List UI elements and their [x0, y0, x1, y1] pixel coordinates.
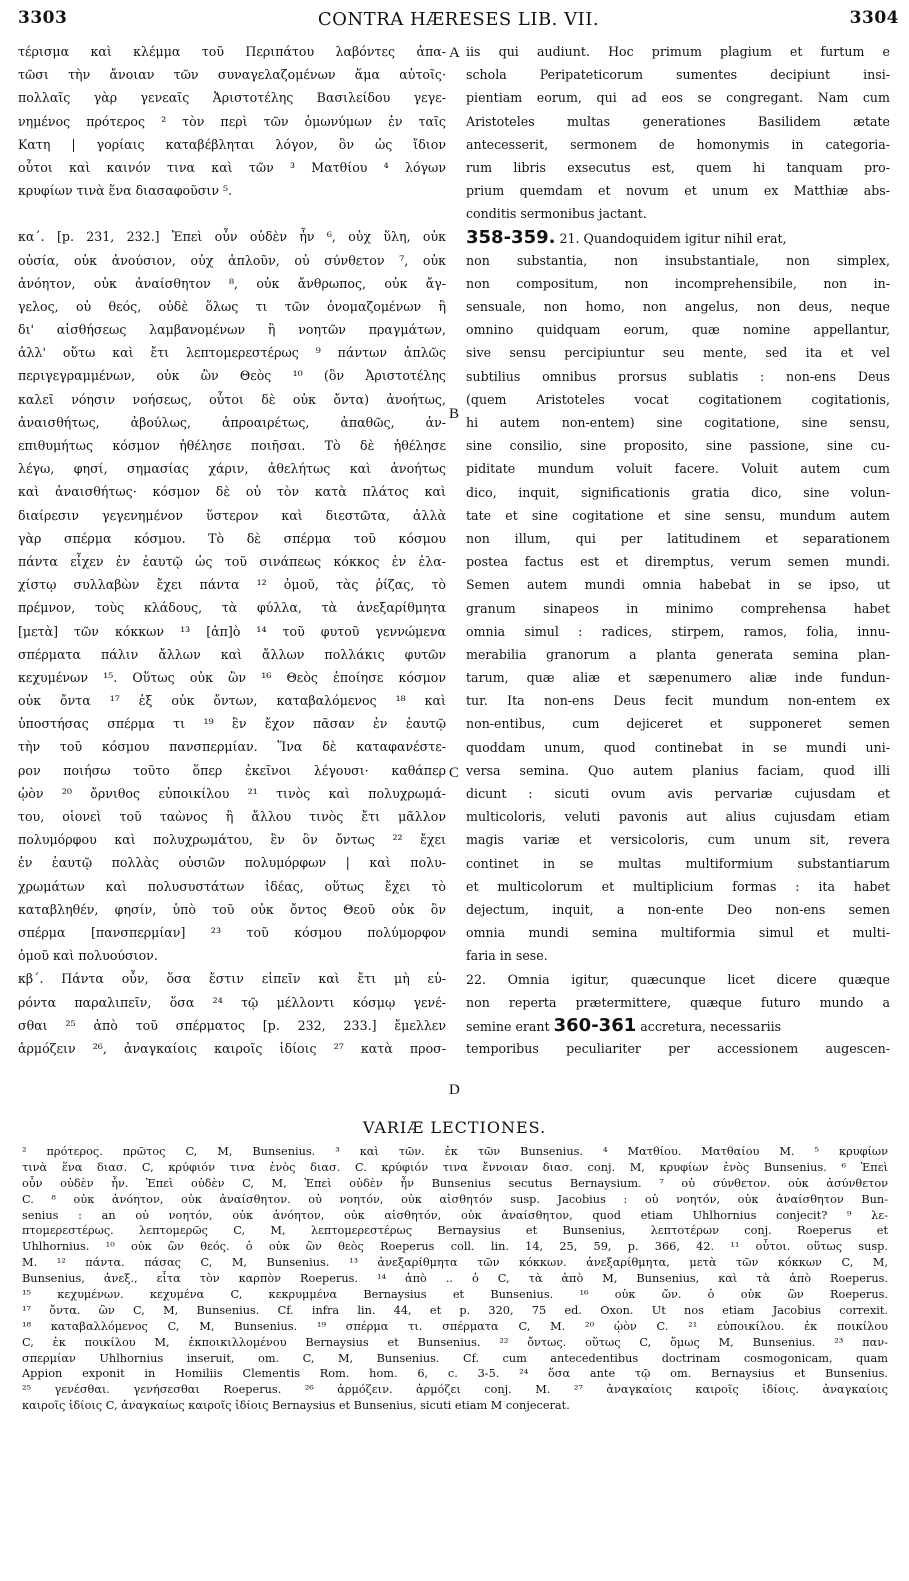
greek-line: οὗτοι καὶ καινόν τινα καὶ τῶν ³ Ματθίου ⁴ λόγων: [18, 159, 446, 175]
greek-line: πολυμόρφου καὶ πολυχρωμάτου, ἓν ὂν ὄντως ²² ἔχει: [18, 832, 446, 848]
latin-line: pientiam eorum, qui ad eos se congregant. Nam cum: [466, 90, 890, 106]
margin-letter-a: A: [449, 45, 460, 61]
greek-line: του, οἱονεὶ τοῦ ταὼνος ἢ ἄλλου τινὸς ἔτι μᾶλλον: [18, 809, 446, 824]
greek-line: πολλαῖς γὰρ γενεαῖς Ἀριστοτέλης Βασιλείδου γεγε-: [18, 90, 446, 106]
variae-lectiones-heading: VARIÆ LECTIONES.: [362, 1118, 547, 1137]
greek-line: πάντα εἶχεν ἐν ἑαυτῷ ὡς τοῦ σινάπεως κόκκος ἐν ἐλα-: [18, 553, 446, 569]
greek-line: σθαι ²⁵ ἀπὸ τοῦ σπέρματος [p. 232, 233.] ἔμελλεν: [18, 1017, 446, 1033]
footnote-line: ²⁵ γενέσθαι. γενήσεσθαι Roeperus. ²⁶ ἁρμόζειν. ἁρμόζει conj. M. ²⁷ ἀναγκαίοις καιροῖς ἰδίοις. ἀναγκαίοις: [22, 1383, 888, 1397]
latin-line: tate et sine cogitatione et sine sensu, mundum autem: [466, 507, 890, 523]
page-number-right: 3304: [849, 8, 899, 28]
greek-line: ρον ποιήσω τοῦτο ὅπερ ἐκεῖνοι λέγουσι· καθάπερ: [18, 762, 446, 778]
latin-line: magis variæ et versicoloris, cum unum sit, revera: [466, 832, 890, 848]
latin-line: versa semina. Quo autem planius faciam, quod illi: [466, 762, 890, 778]
greek-line: ἐν ἑαυτῷ πολλὰς οὐσιῶν πολυμόρφων | καὶ πολυ-: [18, 855, 446, 871]
greek-line: τὴν τοῦ κόσμου πανσπερμίαν. Ἵνα δὲ καταφανέστε-: [18, 739, 446, 755]
greek-line: χίστῳ συλλαβὼν ἔχει πάντα ¹² ὁμοῦ, τὰς ῥίζας, τὸ: [18, 577, 446, 593]
margin-letter-d: D: [449, 1082, 460, 1098]
greek-line: γὰρ σπέρμα κόσμου. Τὸ δὲ σπέρμα τοῦ κόσμου: [18, 530, 446, 546]
latin-line: dicunt : sicuti ovum avis pervariæ cujusdam et: [466, 786, 890, 801]
footnote-line: πτομερεστέρως. λεπτομερῶς C, M, λεπτομερεστέρως Bernaysius et Bunsenius, λεπτοτέρων conj. Roeperus et: [22, 1224, 888, 1238]
latin-line: dico, inquit, significationis gratia dico, sine volun-: [466, 484, 890, 500]
greek-line: ᾠὸν ²⁰ ὄρνιθος εὐποικίλου ²¹ τινὸς καὶ πολυχρωμά-: [18, 785, 446, 801]
latin-line: (quem Aristoteles vocat cogitationem cogitationis,: [466, 391, 890, 407]
latin-line: tarum, quæ aliæ et sæpenumero aliæ inde fundun-: [466, 670, 890, 686]
latin-line: [466, 226, 890, 249]
latin-line: antecesserit, sermonem de homonymis in categoria-: [466, 136, 890, 152]
greek-line: πρέμνον, τοὺς κλάδους, τὰ φύλλα, τὰ ἀνεξαρίθμητα: [18, 600, 446, 616]
latin-line: non illum, qui per latitudinem et separationem: [466, 530, 890, 546]
latin-line: non reperta prætermittere, quæque futuro mundo a: [466, 994, 890, 1010]
latin-line-text: accretura, necessariis: [640, 1018, 782, 1034]
latin-line: quoddam unum, quod continebat in se mundi uni-: [466, 739, 890, 755]
greek-line: ἀνόητον, οὐκ ἀναίσθητον ⁸, οὐκ ἄνθρωπος, οὐκ ἄγ-: [18, 275, 446, 291]
greek-line: οὐκ ὄντα ¹⁷ ἐξ οὐκ ὄντων, καταβαλόμενος ¹⁸ καὶ: [18, 693, 446, 709]
greek-line: σπέρματα πάλιν ἄλλων καὶ ἄλλων πολλάκις φυτῶν: [18, 646, 446, 662]
footnote-line: καιροῖς ἰδίοις C, ἀναγκαίως καιροῖς ἰδίοις Bernaysius et Bunsenius, sicuti etiam M conjecerat.: [22, 1399, 570, 1413]
greek-line: ἀναισθήτως, ἀβούλως, ἀπροαιρέτως, ἀπαθῶς, ἀν-: [18, 414, 446, 430]
greek-line: δι' αἰσθήσεως λαμβανομένων ἢ νοητῶν πραγμάτων,: [18, 322, 446, 338]
greek-line: καλεῖ νόησιν νοήσεως, οὗτοι δὲ οὐκ ὄντα) ἀνοήτως,: [18, 391, 446, 407]
greek-column: [18, 40, 446, 1060]
margin-letter-b: B: [449, 406, 460, 422]
latin-line: Aristoteles multas generationes Basilidem ætate: [466, 113, 890, 129]
footnote-line: M. ¹² πάντα. πάσας C, M, Bunsenius. ¹³ ἀνεξαρίθμητα τῶν κόκκων. ἀνεξαρίθμητα, μετὰ τῶν κόκκων C, M,: [22, 1256, 888, 1270]
running-header: [18, 8, 899, 36]
latin-line: non compositum, non incomprehensibile, non in-: [466, 275, 890, 291]
latin-line: Semen autem mundi omnia habebat in se ipso, ut: [466, 577, 890, 593]
greek-line: ἀλλ' οὕτω καὶ ἔτι λεπτομερεστέρως ⁹ πάντων ἁπλῶς: [18, 345, 446, 361]
greek-line: νημένος πρότερος ² τὸν περὶ τῶν ὁμωνύμων ἐν ταῖς: [18, 113, 446, 129]
latin-line: postea factus est et diremptus, verum semen mundi.: [466, 554, 890, 570]
latin-line: omnia simul : radices, stirpem, ramos, folia, innu-: [466, 623, 890, 639]
latin-line: iis qui audiunt. Hoc primum plagium et furtum e: [466, 44, 890, 59]
latin-line: [466, 1014, 890, 1037]
paragraph-gap: [18, 202, 446, 225]
latin-line: prium quemdam et novum et unum ex Matthiæ abs-: [466, 183, 890, 199]
section-mark: 360-361: [553, 1014, 637, 1036]
latin-column: [466, 40, 890, 1060]
latin-line: continet in se multas multiformium substantiarum: [466, 855, 890, 871]
greek-line: λέγω, φησί, σημασίας χάριν, ἀθελήτως καὶ ἀνοήτως: [18, 461, 446, 477]
latin-line: sive sensu percipiuntur seu mente, sed ita et vel: [466, 345, 890, 361]
latin-line: merabilia granorum a planta generata semina plan-: [466, 646, 890, 662]
latin-line: 22. Omnia igitur, quæcunque licet dicere quæque: [466, 971, 890, 987]
latin-line-text: 21. Quandoquidem igitur nihil erat,: [559, 230, 787, 246]
latin-line: et multicolorum et multiplicium formas : ita habet: [466, 878, 890, 894]
latin-line: non substantia, non insubstantiale, non simplex,: [466, 252, 890, 268]
footnote-line: τινὰ ἕνα διασ. C, κρύφιόν τινα ἑνὸς διασ. C. κρύφιόν τινα ἔννοιαν διασ. conj. M, κρυφίων ἑνὸς Bunsenius. ⁶ Ἐπεὶ: [22, 1160, 888, 1174]
greek-line: ἁρμόζειν ²⁶, ἀναγκαίοις καιροῖς ἰδίοις ²⁷ κατὰ προσ-: [18, 1040, 446, 1056]
footnote-line: σπερμίαν Uhlhornius inseruit, om. C, M, Bunsenius. Cf. cum antecedentibus doctrinam cosmogonicam, quam: [22, 1351, 888, 1365]
latin-line: sensuale, non homo, non angelus, non deus, neque: [466, 299, 890, 315]
margin-letter-c: C: [449, 765, 460, 781]
greek-line: τέρισμα καὶ κλέμμα τοῦ Περιπάτου λαβόντες ἀπα-: [18, 44, 446, 59]
greek-line: γελος, οὐ θεός, οὐδὲ ὅλως τι τῶν ὀνομαζομένων ἢ: [18, 298, 446, 314]
greek-line: κβ΄. Πάντα οὖν, ὅσα ἔστιν εἰπεῖν καὶ ἔτι μὴ εὑ-: [18, 971, 446, 987]
latin-line: hi autem non-entem) sine cogitatione, sine sensu,: [466, 415, 890, 430]
greek-line: κεχυμένων ¹⁵. Οὕτως οὐκ ὢν ¹⁶ Θεὸς ἐποίησε κόσμον: [18, 669, 446, 685]
latin-line: multicoloris, veluti pavonis aut alius cujusdam etiam: [466, 809, 890, 825]
footnote-line: Uhlhornius. ¹⁰ οὐκ ὢν θεός. ὁ οὐκ ὢν θεὸς Roeperus coll. lin. 14, 25, 59, p. 366, 42. ¹¹ οὗτοι. οὕτως susp.: [22, 1240, 888, 1254]
latin-line: subtilius omnibus prorsus sublatis : non-ens Deus: [466, 368, 890, 384]
greek-line: χρωμάτων καὶ πολυσυστάτων ἰδέας, οὕτως ἔχει τὸ: [18, 878, 446, 894]
greek-line: καταβληθέν, φησίν, ὑπὸ τοῦ οὐκ ὄντος Θεοῦ οὐκ ὂν: [18, 901, 446, 917]
latin-line: sine consilio, sine proposito, sine passione, sine cu-: [466, 438, 890, 454]
greek-line: κα΄. [p. 231, 232.] Ἐπεὶ οὖν οὐδὲν ἦν ⁶, οὐχ ὕλη, οὐκ: [18, 229, 446, 245]
footnote-line: C, ἐκ ποικίλου M, ἐκποικιλλομένου Bernaysius et Bunsenius. ²² ὄντως. οὕτως C, ὅμως M, Bunsenius. ²³ παν-: [22, 1335, 888, 1349]
footnotes: [22, 1144, 888, 1414]
greek-line: οὐσία, οὐκ ἀνούσιον, οὐχ ἁπλοῦν, οὐ σύνθετον ⁷, οὐκ: [18, 252, 446, 268]
greek-line: [μετὰ] τῶν κόκκων ¹³ [ἀπ]ὸ ¹⁴ τοῦ φυτοῦ γεννώμενα: [18, 623, 446, 639]
greek-line: ρόντα παραλιπεῖν, ὅσα ²⁴ τῷ μέλλοντι κόσμῳ γενέ-: [18, 994, 446, 1010]
greek-line: επιθυμήτως κόσμον ἠθέλησε ποιῆσαι. Τὸ δὲ ἠθέλησε: [18, 438, 446, 453]
footnote-line: ¹⁵ κεχυμένων. κεχυμένα C, κεκρυμμένα Bernaysius et Bunsenius. ¹⁶ οὐκ ὤν. ὁ οὐκ ὢν Roeperus.: [22, 1288, 888, 1302]
greek-line: ὁμοῦ καὶ πολυούσιον.: [18, 948, 158, 964]
footnote-line: Bunsenius, ἀνεξ., εἶτα τὸν καρπὸν Roeperus. ¹⁴ ἀπὸ .. ὁ C, τὰ ἀπὸ M, Bunsenius, καὶ τὰ ἀπὸ Roeperus.: [22, 1272, 888, 1286]
latin-line: granum sinapeos in minimo comprehensa habet: [466, 600, 890, 616]
footnote-line: οὖν οὐδὲν ἦν. Ἐπεὶ οὐδὲν C, M, Ἐπεὶ οὐδὲν ἦν Bunsenius secutus Bernaysium. ⁷ οὐ σύνθετον. οὐκ ἀσύνθετον: [22, 1176, 888, 1190]
latin-line: schola Peripateticorum sumentes decipiunt insi-: [466, 67, 890, 83]
footnote-line: C. ⁸ οὐκ ἀνόητον, οὐκ ἀναίσθητον. οὐ νοητόν, οὐκ αἰσθητόν susp. Jacobius : οὐ νοητόν, οὐκ ἀναίσθητον Bun-: [22, 1192, 888, 1206]
greek-line: κρυφίων τινὰ ἕνα διασαφοῦσιν ⁵.: [18, 183, 233, 199]
latin-line: tur. Ita non-ens Deus fecit mundum non-entem ex: [466, 693, 890, 709]
latin-line-text: semine erant: [466, 1018, 550, 1034]
section-mark: 358-359.: [466, 226, 556, 248]
greek-line: Κατη | γορίαις καταβέβληται λόγον, ὃν ὡς ἴδιον: [18, 136, 446, 152]
running-title: CONTRA HÆRESES LIB. VII.: [317, 9, 600, 30]
latin-line: dejectum, inquit, a non-ente Deo non-ens semen: [466, 901, 890, 917]
latin-line: rum libris exsecutus est, quem hi tanquam pro-: [466, 159, 890, 175]
footnote-line: ² πρότερος. πρῶτος C, M, Bunsenius. ³ καὶ τῶν. ἐκ τῶν Bunsenius. ⁴ Ματθίου. Ματθαίου M. ⁵ κρυφίων: [22, 1145, 888, 1158]
page-number-left: 3303: [18, 8, 68, 28]
latin-line: omnino quidquam eorum, quæ nomine appellantur,: [466, 322, 890, 338]
latin-line: temporibus peculiariter per accessionem augescen-: [466, 1041, 890, 1057]
greek-line: σπέρμα [πανσπερμίαν] ²³ τοῦ κόσμου πολύμορφον: [18, 924, 446, 940]
latin-line: omnia mundi semina multiformia simul et multi-: [466, 925, 890, 941]
footnote-line: Appion exponit in Homiliis Clementis Rom. hom. 6, c. 3-5. ²⁴ ὅσα ante τῷ om. Bernaysius et Bunsenius.: [22, 1367, 888, 1381]
greek-line: διαίρεσιν γεγενημένον ὕστερον καὶ διεστῶτα, ἀλλὰ: [18, 507, 446, 523]
latin-line: faria in sese.: [466, 948, 548, 964]
greek-line: καὶ ἀναισθήτως· κόσμον δὲ οὐ τὸν κατὰ πλάτος καὶ: [18, 484, 446, 500]
greek-line: ὑποστήσας σπέρμα τι ¹⁹ ἓν ἔχον πᾶσαν ἐν ἑαυτῷ: [18, 716, 446, 732]
latin-line: conditis sermonibus jactant.: [466, 206, 647, 222]
latin-line: piditate mundum voluit facere. Voluit autem cum: [466, 461, 890, 477]
footnote-line: ¹⁸ καταβαλλόμενος C, M, Bunsenius. ¹⁹ σπέρμα τι. σπέρματα C, M. ²⁰ ᾠὸν C. ²¹ εὐποικίλου. ἐκ ποικίλου: [22, 1319, 888, 1333]
greek-line: τῶσι τὴν ἄνοιαν τῶν συναγελαζομένων ἅμα αὐτοῖς·: [18, 67, 446, 83]
footnote-line: senius : an οὐ νοητόν, οὐκ ἀνόητον, οὐκ αἰσθητόν, οὐκ ἀναίσθητον, quod etiam Uhlhornius conjecit? ⁹ λε-: [22, 1208, 888, 1222]
footnote-line: ¹⁷ ὄντα. ὢν C, M, Bunsenius. Cf. infra lin. 44, et p. 320, 75 ed. Oxon. Ut nos etiam Jacobius correxit.: [22, 1303, 888, 1317]
greek-line: περιγεγραμμένων, οὐκ ὢν Θεὸς ¹⁰ (ὃν Ἀριστοτέλης: [18, 368, 446, 384]
latin-line: non-entibus, cum dejiceret et supponeret semen: [466, 716, 890, 732]
